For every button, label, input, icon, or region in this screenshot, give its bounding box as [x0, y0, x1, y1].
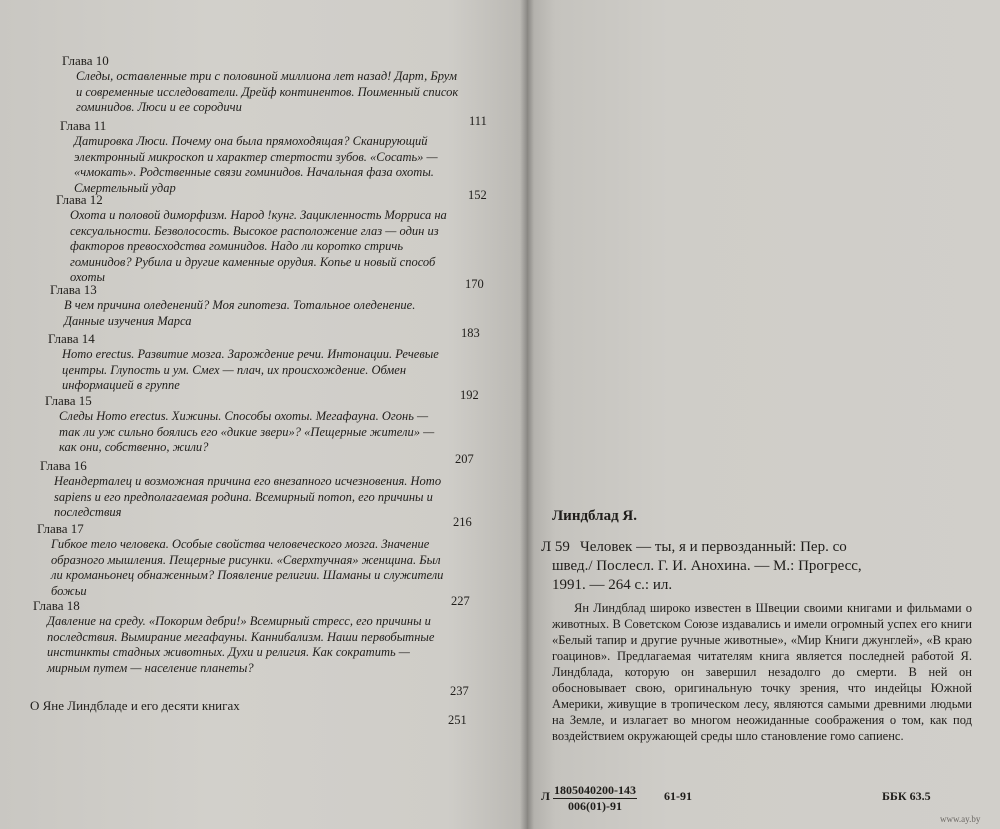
chapter-title: Глава 11 — [60, 118, 107, 133]
toc-chapter-11 — [60, 118, 459, 196]
toc-chapter-15 — [45, 393, 451, 456]
chapter-title: Глава 10 — [62, 53, 109, 68]
biblio-line-2: швед./ Послесл. Г. И. Анохина. — М.: Прогресс, — [552, 558, 862, 574]
toc-chapter-12 — [56, 192, 458, 286]
code-suffix: 61-91 — [664, 789, 692, 803]
toc-chapter-16 — [40, 458, 449, 521]
toc-final-entry-page: 251 — [448, 713, 467, 727]
chapter-page-number: 227 — [451, 594, 470, 608]
chapter-page-number: 237 — [450, 684, 469, 698]
chapter-description: Давление на среду. «Покорим дебри!» Всемирный стресс, его причины и последствия. Вымирание мегафауны. Каннибализм. Наши первобытные инстинкты стадных животных. Духи и религия. Как сократить — мирным путем — население планеты? — [47, 614, 435, 675]
chapter-title: Глава 14 — [48, 331, 95, 346]
chapter-description: Следы, оставленные три с половиной миллиона лет назад! Дарт, Брум и современные исследователи. Дрейф континентов. Поименный список гоминидов. Люси и ее сородичи — [76, 69, 459, 114]
toc-chapter-18 — [33, 598, 445, 676]
bbk-code: ББК 63.5 — [882, 789, 931, 803]
chapter-page-number: 192 — [460, 388, 479, 402]
code-prefix: Л — [541, 789, 550, 803]
annotation: Ян Линдблад широко известен в Швеции своими книгами и фильмами о животных. В Советском Союзе издавались и имели огромный успех его книги «Белый тапир и другие ручные животные», «Мир Книги джунглей», «В краю гоацинов». Предлагаемая читателям книга является последней работой Я. Линдблада, которую он завершил незадолго до смерти. В ней он обосновывает свою, оригинальную точку зрения, что индейцы Южной Америки, живущие в тропическом лесу, являются самыми древними людьми на Земле, и излагает во многом неожиданные соображения о том, как под воздействием окружающей среды шло становление гомо сапиенс. — [552, 601, 972, 743]
chapter-page-number: 152 — [468, 188, 487, 202]
chapter-title: Глава 18 — [33, 598, 80, 613]
chapter-description: Неандерталец и возможная причина его внезапного исчезновения. Homo sapiens и его предполагаемая родина. Всемирный потоп, его причины и последствия — [54, 474, 442, 519]
chapter-description: Следы Homo erectus. Хижины. Способы охоты. Мегафауна. Огонь — так ли уж сильно боялись его «дикие звери»? «Пещерные жители» — как они, собственно, жили? — [59, 409, 435, 454]
toc-final-entry-title: О Яне Линдбладе и его десяти книгах — [30, 698, 240, 713]
toc-chapter-13 — [50, 282, 454, 329]
toc-chapter-14 — [48, 331, 452, 394]
chapter-page-number: 170 — [465, 277, 484, 291]
shelf-code: Л 59 — [541, 539, 570, 555]
chapter-description: Homo erectus. Развитие мозга. Зарождение речи. Интонации. Речевые центры. Глупость и ум. Смех — плач, их происхождение. Обмен информацией в группе — [62, 347, 439, 392]
chapter-title: Глава 16 — [40, 458, 87, 473]
chapter-description: Датировка Люси. Почему она была прямоходящая? Сканирующий электронный микроскоп и характер стертости зубов. «Сосать» — «чмокать». Родственные связи гоминидов. Начальная фаза охоты. Смертельный удар — [74, 134, 438, 195]
watermark: www.ay.by — [940, 814, 981, 824]
chapter-title: Глава 13 — [50, 282, 97, 297]
chapter-page-number: 216 — [453, 515, 472, 529]
chapter-page-number: 183 — [461, 326, 480, 340]
chapter-title: Глава 17 — [37, 521, 84, 536]
code-numerator: 1805040200-143 — [554, 783, 636, 797]
toc-chapter-17 — [37, 521, 446, 599]
chapter-page-number: 111 — [469, 114, 487, 128]
chapter-title: Глава 15 — [45, 393, 92, 408]
chapter-title: Глава 12 — [56, 192, 103, 207]
code-denominator: 006(01)-91 — [568, 799, 622, 813]
toc-chapter-10 — [62, 53, 461, 116]
chapter-description: Гибкое тело человека. Особые свойства человеческого мозга. Значение образного мышления. Пещерные рисунки. «Сверхтучная» женщина. Был ли кроманьонец обнаженным? Появление религии. Шаманы и служители божьи — [51, 537, 444, 598]
code-fraction — [553, 783, 637, 814]
biblio-line-1: Человек — ты, я и первозданный: Пер. со — [580, 539, 847, 555]
biblio-line-3: 1991. — 264 с.: ил. — [552, 577, 673, 593]
chapter-description: Охота и половой диморфизм. Народ !кунг. Зацикленность Морриса на сексуальности. Безволосость. Высокое расположение глаз — один из факторов превосходства гоминидов. Надо ли коротко стричь гоминидов? Рубила и другие каменные орудия. Копье и новый способ охоты — [70, 208, 447, 284]
chapter-page-number: 207 — [455, 452, 474, 466]
chapter-description: В чем причина оледенений? Моя гипотеза. Тотальное оледенение. Данные изучения Марса — [64, 298, 416, 328]
author-name: Линдблад Я. — [552, 508, 638, 524]
